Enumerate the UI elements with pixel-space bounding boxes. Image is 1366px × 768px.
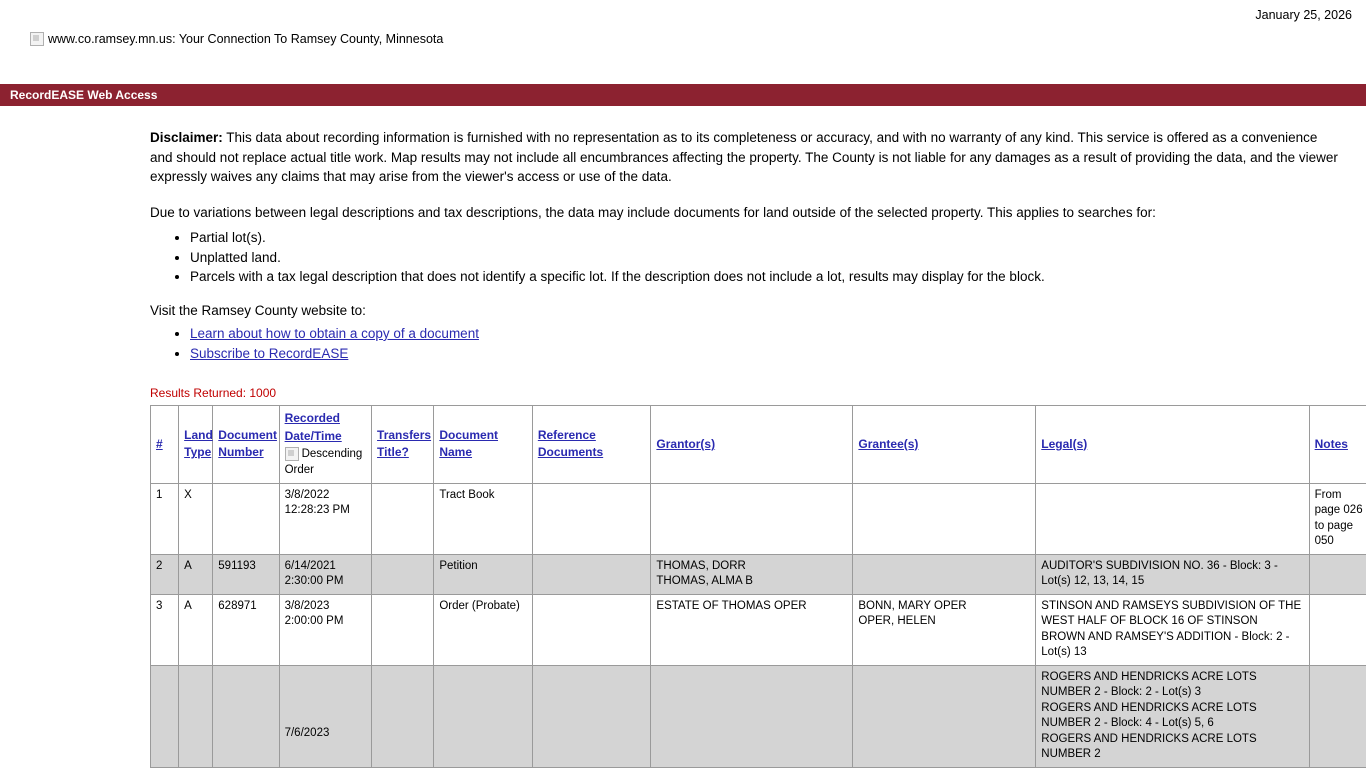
cell-recorded-date xyxy=(279,554,371,594)
descending-arrow-icon xyxy=(285,447,299,461)
column-header-document-name xyxy=(434,406,532,483)
table-row[interactable] xyxy=(151,665,1366,767)
sort-link-legals[interactable]: Legal(s) xyxy=(1041,436,1088,451)
cell-document-name: Tract Book xyxy=(434,483,532,554)
cell-recorded-date xyxy=(279,594,371,665)
column-header-number xyxy=(151,406,179,483)
cell-document-name: Petition xyxy=(434,554,532,594)
results-count: Results Returned: 1000 xyxy=(150,386,277,401)
legal-description: ROGERS AND HENDRICKS ACRE LOTS NUMBER 2 - Block: 4 - Lot(s) 5, 6 xyxy=(1041,701,1257,730)
cell-document-number xyxy=(213,665,279,767)
table-row[interactable] xyxy=(151,483,1366,554)
cell-notes xyxy=(1309,665,1366,767)
sort-link-number[interactable]: # xyxy=(156,436,163,451)
cell-number: 3 xyxy=(151,594,179,665)
cell-document-number: 591193 xyxy=(213,554,279,594)
recorded-time: 12:28:23 PM xyxy=(284,504,350,517)
disclaimer-label: Disclaimer: xyxy=(150,130,223,145)
column-header-reference-documents xyxy=(532,406,651,483)
cell-grantees xyxy=(853,554,1036,594)
site-logo-alt-text: www.co.ramsey.mn.us: Your Connection To Ramsey County, Minnesota xyxy=(48,32,444,46)
variation-paragraph: Due to variations between legal descriptions and tax descriptions, the data may include documents for land outside of the selected property. This applies to searches for: xyxy=(150,204,1156,220)
cell-land-type: A xyxy=(179,554,213,594)
cell-recorded-date xyxy=(279,665,371,767)
cell-transfers-title xyxy=(372,554,434,594)
recorded-time: 2:00:00 PM xyxy=(284,615,344,628)
visit-website-text: Visit the Ramsey County website to: xyxy=(150,302,366,318)
cell-number: 1 xyxy=(151,483,179,554)
cell-legals xyxy=(1036,665,1309,767)
broken-image-icon xyxy=(30,32,44,46)
cell-document-name xyxy=(434,665,532,767)
cell-reference-documents xyxy=(532,554,651,594)
cell-recorded-date xyxy=(279,483,371,554)
sort-link-notes[interactable]: Notes xyxy=(1314,436,1348,451)
column-header-document-number xyxy=(213,406,279,483)
cell-reference-documents xyxy=(532,594,651,665)
cell-land-type: X xyxy=(179,483,213,554)
sort-order-label: Descending Order xyxy=(284,448,363,477)
table-row[interactable] xyxy=(151,594,1366,665)
sort-link-document-name[interactable]: Document Name xyxy=(439,427,499,460)
list-item: • Parcels with a tax legal description that does not identify a specific lot. If the description does not include a lot, results may display for the block. xyxy=(190,267,1346,287)
column-header-land-type xyxy=(179,406,213,483)
cell-grantors xyxy=(651,665,853,767)
cell-document-number: 628971 xyxy=(213,594,279,665)
website-link-list xyxy=(150,324,1346,365)
grantee-name: BONN, MARY OPER xyxy=(858,599,967,612)
cell-grantors xyxy=(651,483,853,554)
cell-transfers-title xyxy=(372,483,434,554)
cell-grantors xyxy=(651,594,853,665)
cell-grantees xyxy=(853,594,1036,665)
cell-document-name: Order (Probate) xyxy=(434,594,532,665)
legal-description: STINSON AND RAMSEYS SUBDIVISION OF THE WEST HALF OF BLOCK 16 OF STINSON BROWN AND RAMSEY'S ADDITION - Block: 2 - Lot(s) 13 xyxy=(1041,599,1302,659)
list-item: • Unplatted land. xyxy=(190,248,1346,268)
cell-grantees xyxy=(853,665,1036,767)
grantee-name: OPER, HELEN xyxy=(858,615,936,628)
grantor-name: ESTATE OF THOMAS OPER xyxy=(656,599,807,612)
disclaimer-paragraph xyxy=(150,128,1340,187)
results-table xyxy=(150,405,1366,767)
sort-link-recorded-date[interactable]: Recorded Date/Time xyxy=(284,411,342,443)
recorded-date: 7/6/2023 xyxy=(284,726,330,739)
sort-link-transfers-title[interactable]: Transfers Title? xyxy=(377,427,432,460)
cell-number: 2 xyxy=(151,554,179,594)
main-content xyxy=(0,128,1366,768)
cell-transfers-title xyxy=(372,594,434,665)
grantor-name: THOMAS, DORR xyxy=(656,559,746,572)
cell-reference-documents xyxy=(532,483,651,554)
cell-number xyxy=(151,665,179,767)
app-banner: RecordEASE Web Access xyxy=(0,84,1366,106)
legal-description: AUDITOR'S SUBDIVISION NO. 36 - Block: 3 - Lot(s) 12, 13, 14, 15 xyxy=(1041,559,1278,588)
cell-legals xyxy=(1036,483,1309,554)
cell-notes xyxy=(1309,594,1366,665)
sort-link-reference-documents[interactable]: Reference Documents xyxy=(537,427,604,460)
cell-grantees xyxy=(853,483,1036,554)
cell-land-type: A xyxy=(179,594,213,665)
grantor-name: THOMAS, ALMA B xyxy=(656,575,753,588)
current-date: January 25, 2026 xyxy=(1255,8,1352,22)
sort-link-grantees[interactable]: Grantee(s) xyxy=(858,436,919,451)
link-obtain-copy[interactable]: Learn about how to obtain a copy of a document xyxy=(190,325,479,341)
column-header-grantees xyxy=(853,406,1036,483)
column-header-legals xyxy=(1036,406,1309,483)
legal-description: ROGERS AND HENDRICKS ACRE LOTS NUMBER 2 xyxy=(1041,732,1257,761)
link-subscribe-recordease[interactable]: Subscribe to RecordEASE xyxy=(190,346,349,362)
list-item xyxy=(190,324,1346,344)
variation-bullet-list xyxy=(150,228,1346,287)
table-row[interactable] xyxy=(151,554,1366,594)
legal-description: ROGERS AND HENDRICKS ACRE LOTS NUMBER 2 - Block: 2 - Lot(s) 3 xyxy=(1041,670,1257,699)
site-logo xyxy=(0,22,1366,46)
sort-order-indicator xyxy=(285,447,367,478)
cell-notes xyxy=(1309,554,1366,594)
sort-link-document-number[interactable]: Document Number xyxy=(218,427,277,460)
disclaimer-text: This data about recording information is furnished with no representation as to its completeness or accuracy, and with no warranty of any kind. This service is offered as a convenience and should not replace actual title work. Map results may not include all encumbrances affecting the property. The County is not liable for any damages as a result of providing the data, and the viewer expressly waives any claims that may arise from the viewer's access or use of the data. xyxy=(150,130,1338,185)
sort-link-land-type[interactable]: Land Type xyxy=(184,427,213,460)
column-header-transfers-title xyxy=(372,406,434,483)
cell-legals xyxy=(1036,594,1309,665)
column-header-grantors xyxy=(651,406,853,483)
column-header-notes xyxy=(1309,406,1366,483)
table-header-row xyxy=(151,406,1366,483)
list-item: • Partial lot(s). xyxy=(190,228,1346,248)
column-header-recorded-date xyxy=(279,406,371,483)
recorded-time: 2:30:00 PM xyxy=(284,575,344,588)
recorded-date: 3/8/2023 xyxy=(284,599,330,612)
cell-grantors xyxy=(651,554,853,594)
cell-land-type xyxy=(179,665,213,767)
sort-link-grantors[interactable]: Grantor(s) xyxy=(656,436,716,451)
recorded-date: 6/14/2021 xyxy=(284,559,336,572)
cell-reference-documents xyxy=(532,665,651,767)
cell-document-number xyxy=(213,483,279,554)
cell-legals xyxy=(1036,554,1309,594)
list-item xyxy=(190,344,1346,364)
cell-notes: From page 026 to page 050 xyxy=(1309,483,1366,554)
recorded-date: 3/8/2022 xyxy=(284,488,330,501)
cell-transfers-title xyxy=(372,665,434,767)
